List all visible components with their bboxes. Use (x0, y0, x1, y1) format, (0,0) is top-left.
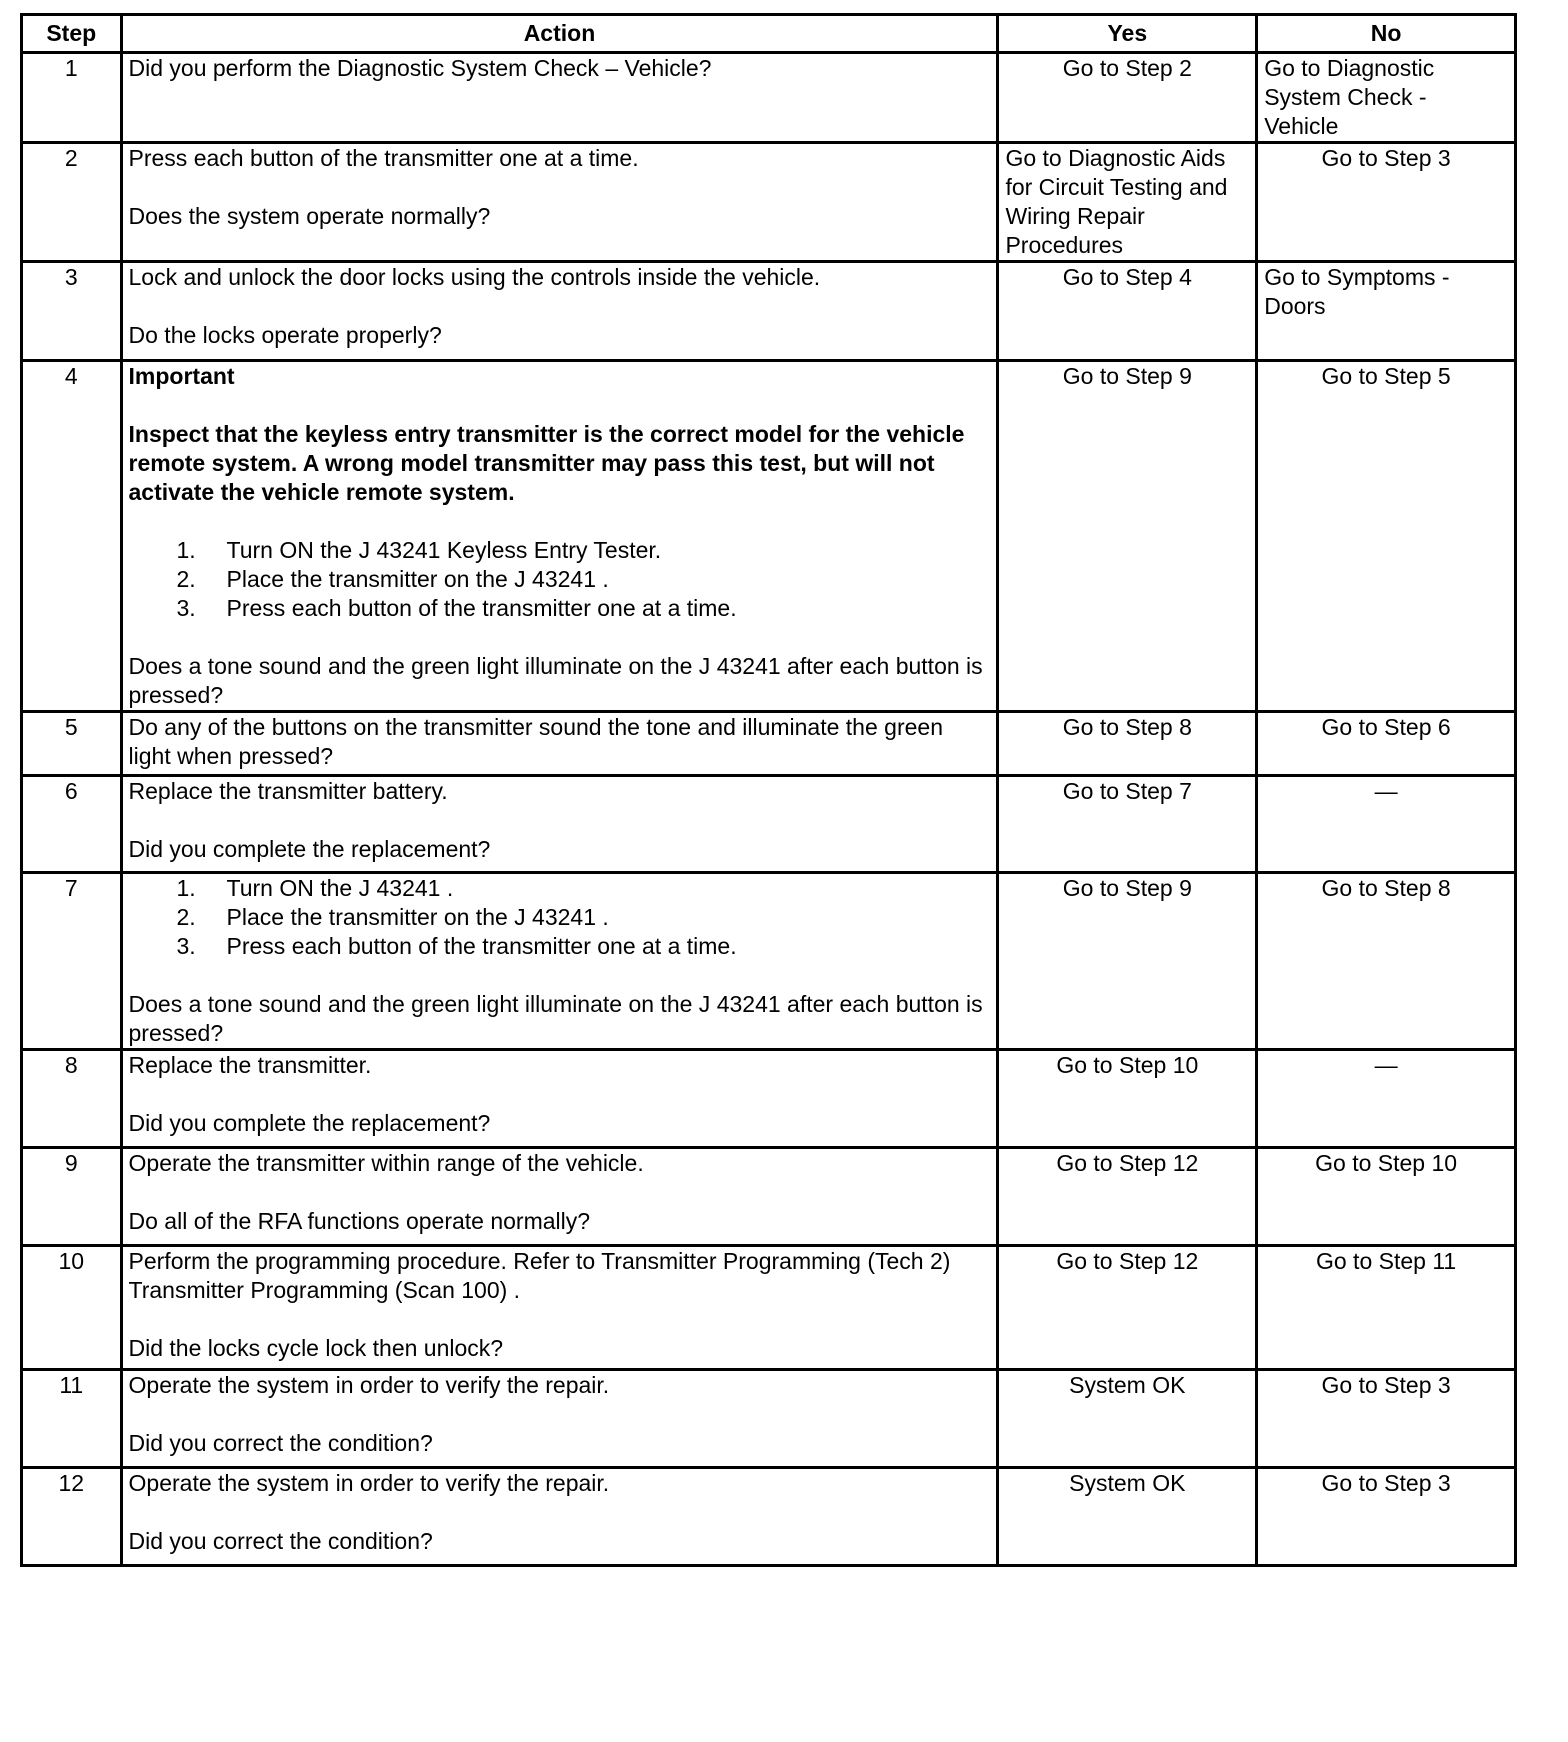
yes-cell: Go to Step 12 (998, 1246, 1257, 1370)
yes-cell: Go to Step 8 (998, 712, 1257, 776)
table-row (22, 262, 1516, 361)
table-row (22, 361, 1516, 712)
action-question: Did you complete the replacement? (128, 1110, 491, 1136)
action-cell (121, 1370, 998, 1468)
action-text: Replace the transmitter. (128, 1052, 372, 1078)
table-row (22, 1050, 1516, 1148)
table-row (22, 1370, 1516, 1468)
action-text: Operate the system in order to verify the repair. (128, 1372, 610, 1398)
yes-cell: System OK (998, 1468, 1257, 1566)
table-row (22, 53, 1516, 143)
action-cell (121, 361, 998, 712)
list-number: 3. (176, 595, 196, 621)
yes-cell: Go to Step 10 (998, 1050, 1257, 1148)
no-cell: Go to Step 5 (1257, 361, 1516, 712)
step-number: 3 (22, 262, 122, 361)
header-action: Action (121, 15, 998, 53)
yes-cell: System OK (998, 1370, 1257, 1468)
step-number: 1 (22, 53, 122, 143)
procedure-list (129, 536, 991, 623)
procedure-list (129, 874, 991, 961)
no-cell: Go to Step 10 (1257, 1148, 1516, 1246)
no-cell: Go to Step 3 (1257, 1370, 1516, 1468)
header-step: Step (22, 15, 122, 53)
step-number: 5 (22, 712, 122, 776)
list-text: Place the transmitter on the J 43241 . (226, 566, 609, 592)
list-number: 2. (176, 904, 196, 930)
action-cell (121, 143, 998, 262)
list-text: Press each button of the transmitter one at a time. (226, 595, 737, 621)
step-number: 6 (22, 776, 122, 873)
step-number: 8 (22, 1050, 122, 1148)
list-text: Press each button of the transmitter one at a time. (226, 933, 737, 959)
no-cell: Go to Step 11 (1257, 1246, 1516, 1370)
no-cell: Go to Diagnostic System Check - Vehicle (1257, 53, 1516, 143)
action-text: Press each button of the transmitter one at a time. (128, 145, 639, 171)
no-cell: Go to Step 3 (1257, 1468, 1516, 1566)
action-question: Did you complete the replacement? (128, 836, 491, 862)
list-item (177, 565, 991, 594)
table-row (22, 1468, 1516, 1566)
list-number: 2. (176, 566, 196, 592)
action-question: Does a tone sound and the green light illuminate on the J 43241 after each button is pressed? (128, 991, 983, 1046)
action-cell (121, 712, 998, 776)
action-text: Operate the transmitter within range of the vehicle. (128, 1150, 644, 1176)
yes-cell: Go to Step 7 (998, 776, 1257, 873)
action-text: Perform the programming procedure. Refer to Transmitter Programming (Tech 2) Transmitter Programming (Scan 100) . (128, 1248, 951, 1303)
action-text: Replace the transmitter battery. (128, 778, 448, 804)
action-cell (121, 53, 998, 143)
action-question: Does a tone sound and the green light illuminate on the J 43241 after each button is pressed? (128, 653, 983, 708)
action-cell (121, 873, 998, 1050)
list-text: Turn ON the J 43241 . (226, 875, 454, 901)
action-text: Lock and unlock the door locks using the controls inside the vehicle. (128, 264, 821, 290)
yes-cell: Go to Step 9 (998, 361, 1257, 712)
header-no: No (1257, 15, 1516, 53)
no-cell: Go to Step 8 (1257, 873, 1516, 1050)
no-cell: Go to Step 3 (1257, 143, 1516, 262)
action-question: Did you correct the condition? (128, 1430, 433, 1456)
action-cell (121, 776, 998, 873)
action-text: Operate the system in order to verify the repair. (128, 1470, 610, 1496)
list-item (177, 874, 991, 903)
step-number: 10 (22, 1246, 122, 1370)
header-row (22, 15, 1516, 53)
yes-cell: Go to Step 12 (998, 1148, 1257, 1246)
header-yes: Yes (998, 15, 1257, 53)
table-row (22, 873, 1516, 1050)
yes-cell: Go to Step 4 (998, 262, 1257, 361)
action-question: Did you correct the condition? (128, 1528, 433, 1554)
list-item (177, 903, 991, 932)
list-number: 1. (176, 875, 196, 901)
important-title: Important (128, 363, 235, 389)
action-question: Does the system operate normally? (128, 203, 491, 229)
no-cell: Go to Symptoms - Doors (1257, 262, 1516, 361)
step-number: 7 (22, 873, 122, 1050)
list-item (177, 594, 991, 623)
important-text: Inspect that the keyless entry transmitter is the correct model for the vehicle remote system. A wrong model transmitter may pass this test, but will not activate the vehicle remote system. (128, 421, 965, 505)
list-number: 3. (176, 933, 196, 959)
table-row (22, 712, 1516, 776)
no-cell: Go to Step 6 (1257, 712, 1516, 776)
table-row (22, 1148, 1516, 1246)
yes-cell: Go to Step 9 (998, 873, 1257, 1050)
action-text: Do any of the buttons on the transmitter sound the tone and illuminate the green light when pressed? (128, 714, 943, 769)
action-cell (121, 1468, 998, 1566)
step-number: 11 (22, 1370, 122, 1468)
table-row (22, 143, 1516, 262)
action-question: Did the locks cycle lock then unlock? (128, 1335, 504, 1361)
action-question: Do the locks operate properly? (128, 322, 442, 348)
step-number: 12 (22, 1468, 122, 1566)
list-item (177, 536, 991, 565)
list-number: 1. (176, 537, 196, 563)
action-cell (121, 262, 998, 361)
action-cell (121, 1050, 998, 1148)
diagnostic-table (20, 13, 1517, 1567)
no-cell: — (1257, 776, 1516, 873)
yes-cell: Go to Step 2 (998, 53, 1257, 143)
action-question: Do all of the RFA functions operate normally? (128, 1208, 591, 1234)
table-row (22, 776, 1516, 873)
list-item (177, 932, 991, 961)
step-number: 2 (22, 143, 122, 262)
action-text: Did you perform the Diagnostic System Check – Vehicle? (128, 55, 712, 81)
step-number: 4 (22, 361, 122, 712)
no-cell: — (1257, 1050, 1516, 1148)
action-cell (121, 1148, 998, 1246)
list-text: Turn ON the J 43241 Keyless Entry Tester. (226, 537, 662, 563)
action-cell (121, 1246, 998, 1370)
list-text: Place the transmitter on the J 43241 . (226, 904, 609, 930)
yes-cell: Go to Diagnostic Aids for Circuit Testing and Wiring Repair Procedures (998, 143, 1257, 262)
table-row (22, 1246, 1516, 1370)
step-number: 9 (22, 1148, 122, 1246)
